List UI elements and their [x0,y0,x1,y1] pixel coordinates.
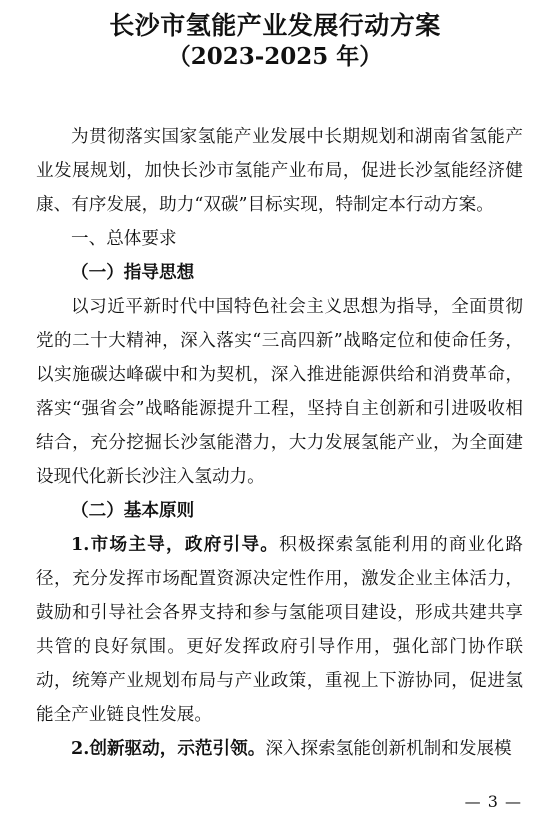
principle-2-text: 深入探索氢能创新机制和发展模 [265,739,512,759]
document-title: 长沙市氢能产业发展行动方案 [109,11,441,40]
intro-paragraph: 为贯彻落实国家氢能产业发展中长期规划和湖南省氢能产业发展规划，加快长沙市氢能产业布局，促进长沙氢能经济健康、有序发展，助力“双碳”目标实现，特制定本行动方案。 [36,127,523,215]
principle-1-lead: 1.市场主导，政府引导。 [71,534,280,555]
principle-2-lead: 2.创新驱动，示范引领。 [71,738,266,759]
subsection-heading-basic-principles: （二）基本原则 [71,500,195,521]
section-heading-general-requirements: 一、总体要求 [71,229,177,249]
principle-1-paragraph [36,528,523,732]
principle-1-text: 积极探索氢能利用的商业化路径，充分发挥市场配置资源决定性作用，激发企业主体活力，鼓励和引导社会各界支持和参与氢能项目建设，形成共建共享共管的良好氛围。更好发挥政府引导作用，强化部门协作联动，统筹产业规划布局与产业政策，重视上下游协同，促进氢能全产业链良性发展。 [36,535,523,725]
page-number: — 3 — [464,792,522,811]
document-subtitle: （2023-2025 年） [167,43,383,70]
principle-2-paragraph [36,732,523,766]
guiding-thought-paragraph: 以习近平新时代中国特色社会主义思想为指导，全面贯彻党的二十大精神，深入落实“三高四新”战略定位和使命任务，以实施碳达峰碳中和为契机，深入推进能源供给和消费革命，落实“强省会”战略能源提升工程，坚持自主创新和引进吸收相结合，充分挖掘长沙氢能潜力，大力发展氢能产业，为全面建设现代化新长沙注入氢动力。 [36,297,523,487]
subsection-heading-guiding-thought: （一）指导思想 [71,262,195,283]
